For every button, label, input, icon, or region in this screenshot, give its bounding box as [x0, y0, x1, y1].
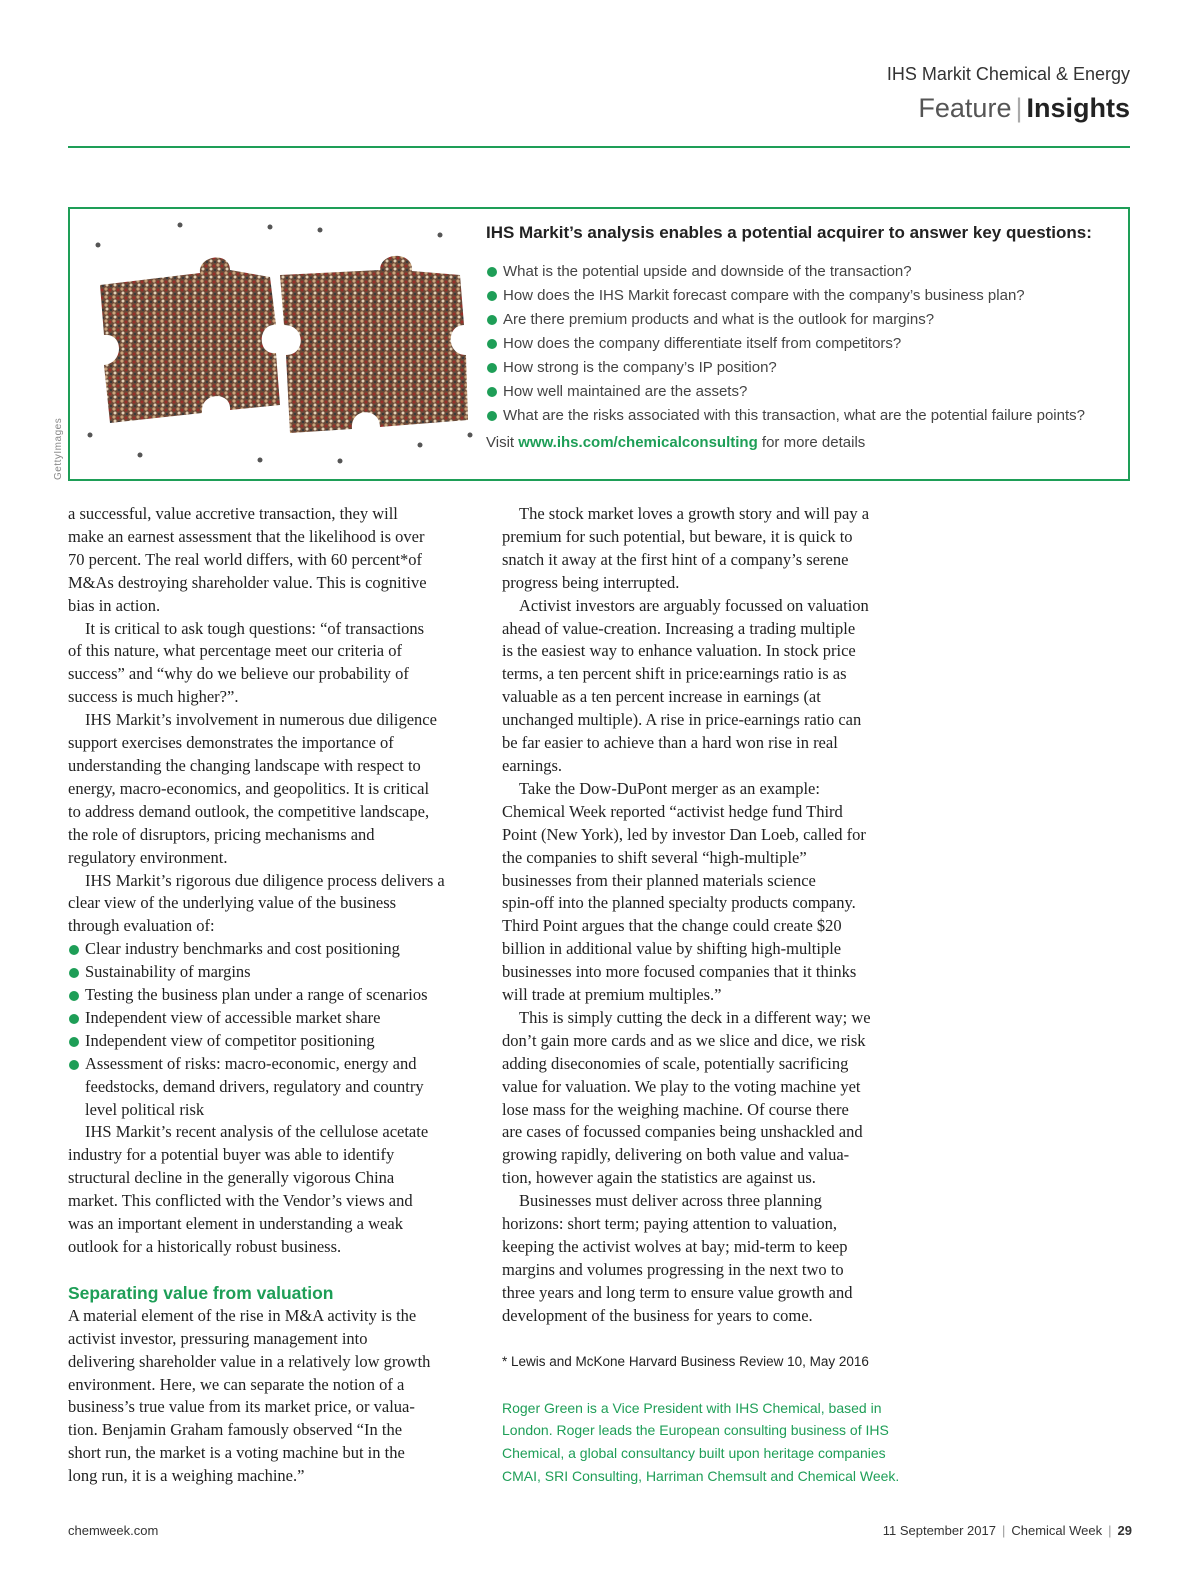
footnote: * Lewis and McKone Harvard Business Review 10, May 2016 — [502, 1353, 869, 1369]
list-item: How does the company differentiate itself from competitors? — [486, 332, 1126, 356]
list-item: Testing the business plan under a range of scenarios — [68, 984, 483, 1007]
visit-line: Visit www.ihs.com/chemicalconsulting for more details — [486, 434, 866, 451]
paragraph: Take the Dow-DuPont merger as an example: Chemical Week reported “activist hedge fund Third Point (New York), led by investor Dan Loeb, called for the companies to shift several “high-multiple” businesses from their planned materials science spin-off into the planned specialty products company. Third Point argues that the change could create $20 billion in additional value by shifting high-multiple businesses into more focused companies that it thinks will trade at premium multiples.” — [502, 778, 866, 1005]
bullet-icon — [69, 991, 79, 1001]
section-heading: Separating value from valuation — [68, 1282, 334, 1303]
section-insights: Insights — [1026, 93, 1130, 123]
paragraph: Activist investors are arguably focussed on valuation ahead of value-creation. Increasing a trading multiple is the easiest way to enhance valuation. In stock price terms, a ten percent shift in price:earnings ratio is as valuable as a ten percent increase in earnings (at unchanged multiple). A rise in price-earnings ratio can be far easier to achieve than a hard won rise in real earnings. — [502, 595, 869, 775]
bullet-icon — [69, 1060, 79, 1070]
key-questions-box — [68, 207, 1130, 481]
list-item: Assessment of risks: macro-economic, energy and feedstocks, demand drivers, regulatory and country level political risk — [68, 1053, 483, 1122]
list-item: Sustainability of margins — [68, 961, 483, 984]
bullet-icon — [487, 411, 497, 421]
puzzle-crowd-image — [80, 215, 480, 473]
list-item: Clear industry benchmarks and cost positioning — [68, 938, 483, 961]
list-item: How does the IHS Markit forecast compare with the company’s business plan? — [486, 284, 1126, 308]
paragraph: A material element of the rise in M&A activity is the activist investor, pressuring management into delivering shareholder value in a relatively low growth environment. Here, we can separate the notion of a business’s true value from its market price, or valua- tion. Benjamin Graham famously observed “In the short run, the market is a voting machine but in the long run, it is a weighing machine.” — [68, 1305, 431, 1486]
list-item: What are the risks associated with this transaction, what are the potential failure points? — [486, 404, 1126, 428]
paragraph: IHS Markit’s recent analysis of the cellulose acetate industry for a potential buyer was able to identify structural decline in the generally vigorous China market. This conflicted with the Vendor’s views and was an important element in understanding a weak outlook for a historically robust business. — [68, 1122, 429, 1256]
footer-date: 11 September 2017 — [882, 1523, 996, 1538]
section-divider: | — [1015, 93, 1023, 123]
article-column-1 — [68, 503, 483, 1488]
footer-divider: | — [1001, 1523, 1006, 1538]
photo-credit: GettyImages — [53, 417, 64, 480]
list-item: Independent view of competitor positioning — [68, 1030, 483, 1053]
list-item: How strong is the company’s IP position? — [486, 356, 1126, 380]
footer-magazine: Chemical Week — [1011, 1523, 1103, 1538]
bullet-icon — [69, 1014, 79, 1024]
key-questions-panel — [486, 223, 1126, 451]
paragraph: The stock market loves a growth story and will pay a premium for such potential, but beware, it is quick to snatch it away at the first hint of a company’s serene progress being interrupted. — [502, 504, 870, 592]
bullet-icon — [487, 267, 497, 277]
paragraph: IHS Markit’s involvement in numerous due diligence support exercises demonstrates the importance of understanding the changing landscape with respect to energy, macro-economics, and geopolitics. It is critical to address demand outlook, the competitive landscape, the role of disruptors, pricing mechanisms and regulatory environment. — [68, 710, 437, 867]
consulting-link[interactable]: www.ihs.com/chemicalconsulting — [518, 434, 758, 451]
list-item: What is the potential upside and downside of the transaction? — [486, 260, 1126, 284]
footer-website[interactable]: chemweek.com — [68, 1523, 159, 1538]
list-item: How well maintained are the assets? — [486, 380, 1126, 404]
page-number: 29 — [1117, 1523, 1132, 1538]
author-bio: Roger Green is a Vice President with IHS Chemical, based in London. Roger leads the European consulting business of IHS Chemical, a global consultancy built upon heritage companies CMAI, SRI Consulting, Harriman Chemsult and Chemical Week. — [502, 1399, 900, 1485]
header-rule — [68, 146, 1130, 148]
paragraph: a successful, value accretive transaction, they will make an earnest assessment that the likelihood is over 70 percent. The real world differs, with 60 percent*of M&As destroying shareholder value. This is cognitive bias in action. — [68, 504, 427, 615]
footer-divider: | — [1108, 1523, 1112, 1538]
key-questions-heading: IHS Markit’s analysis enables a potential acquirer to answer key questions: — [486, 223, 1092, 242]
bullet-icon — [487, 291, 497, 301]
bullet-icon — [69, 945, 79, 955]
paragraph: Businesses must deliver across three planning horizons: short term; paying attention to valuation, keeping the activist wolves at bay; mid-term to keep margins and volumes progressing in the next two to three years and long term to ensure value growth and development of the business for years to come. — [502, 1191, 853, 1325]
footer-info — [883, 1523, 1132, 1538]
key-questions-list — [486, 260, 1126, 428]
paragraph: IHS Markit’s rigorous due diligence process delivers a clear view of the underlying value of the business through evaluation of: — [68, 870, 445, 936]
bullet-icon — [487, 363, 497, 373]
list-item: Are there premium products and what is the outlook for margins? — [486, 308, 1126, 332]
bullet-icon — [69, 1037, 79, 1047]
section-label — [918, 93, 1130, 124]
publication-name: IHS Markit Chemical & Energy — [886, 64, 1130, 84]
bullet-icon — [69, 968, 79, 978]
paragraph: It is critical to ask tough questions: “of transactions of this nature, what percentage meet our criteria of success” and “why do we believe our probability of success is much higher?”. — [68, 618, 425, 707]
bullet-icon — [487, 315, 497, 325]
list-item: Independent view of accessible market share — [68, 1007, 483, 1030]
paragraph: This is simply cutting the deck in a different way; we don’t gain more cards and as we slice and dice, we risk adding diseconomies of scale, potentially sacrificing value for valuation. We play to the voting machine yet lose mass for the weighing machine. Of course there are cases of focussed companies being unshackled and growing rapidly, delivering on both value and valua- tion, however again the statistics are against us. — [502, 1007, 871, 1188]
bullet-icon — [487, 387, 497, 397]
article-column-2 — [502, 503, 917, 1488]
evaluation-list — [68, 938, 483, 1121]
section-feature: Feature — [918, 93, 1012, 123]
bullet-icon — [487, 339, 497, 349]
